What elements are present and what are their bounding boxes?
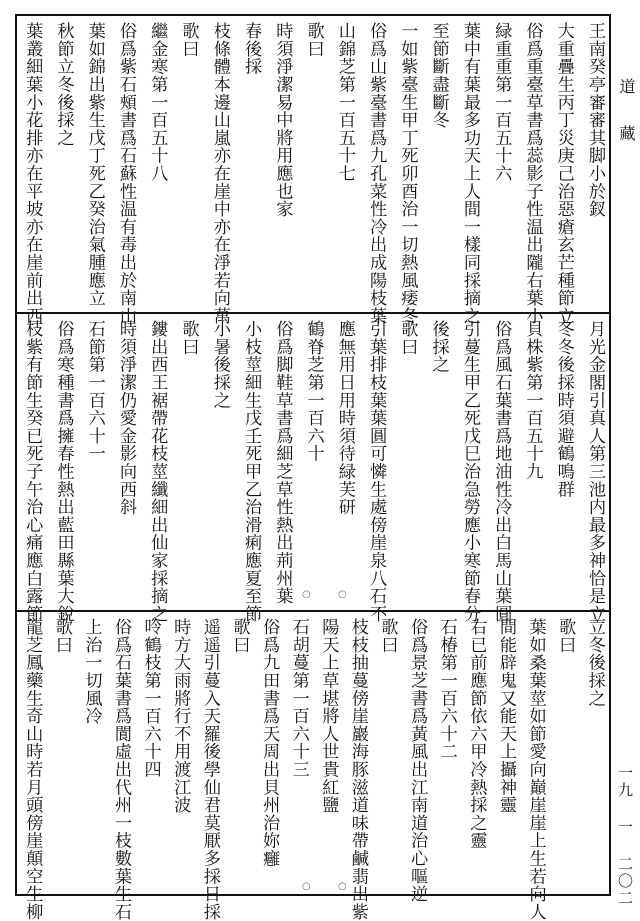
column-group-bottom — [22, 618, 605, 921]
page-number: 一九 一 二〇二 — [616, 765, 634, 907]
circle-marker-icon: ○ — [338, 881, 347, 892]
text-column: 時須淨潔仍愛金影向西斜 — [116, 320, 136, 516]
text-column: 葉如桑葉莖如節愛向巔崖崖上生若向人 — [525, 618, 546, 921]
book-title: 道 藏 — [617, 78, 636, 147]
text-column: 歌曰 — [303, 22, 324, 58]
text-column: 右已前應節依六甲冷熱採之靈 — [466, 618, 487, 850]
text-column: 俗爲風石葉書爲地油性冷出白馬山葉圓 — [491, 320, 512, 623]
text-column: 歌曰 — [178, 320, 199, 356]
text-band-middle — [17, 314, 609, 623]
text-column: 歌曰 — [377, 618, 398, 654]
text-column: 枝條體本邊山嵐亦在崖中亦在淨若向萬 — [209, 22, 230, 325]
text-column: 遥遥引蔓入天羅後學仙君莫厭多採日採 — [199, 618, 220, 921]
text-column: 俗爲景芝書爲黃風出江南道治心嘔逆 — [407, 618, 428, 903]
text-column: 陽天上草堪將人世貴紅鹽 — [318, 618, 339, 814]
text-column: 石胡蔓第一百六十三 — [288, 618, 309, 779]
text-band-bottom — [17, 612, 609, 921]
text-column: 上治一切風冷 — [81, 618, 102, 725]
text-column: 枝紫有節生癸已死子午治心痛應白露節 — [22, 320, 43, 623]
text-column: 鶴脊芝第一百六十 — [303, 320, 324, 463]
text-column: 歌曰 — [178, 22, 199, 58]
text-column: 秋節立冬後採之 — [53, 22, 74, 147]
text-column: 俗爲重臺草書爲蕊影子性温出隴右葉小 — [522, 22, 543, 325]
text-column: 俗爲脚鞋草書爲細芝草性熱出荊州葉 — [272, 320, 293, 605]
text-column: 時須淨潔易中將用應也家 — [272, 22, 293, 218]
text-column: 葉叢細葉小花排亦在平坡亦在崖前出西 — [22, 22, 43, 325]
text-column: 俗爲寒種書爲擁春性熱出藍田縣葉大銳 — [53, 320, 74, 623]
text-column: 繼金寒第一百五十八 — [147, 22, 168, 183]
text-column: 歌曰 — [397, 320, 418, 356]
text-column: 春後採 — [241, 22, 262, 76]
text-column: 時方大雨將行不用渡江波 — [170, 618, 191, 814]
text-column: 立冬後採之 — [584, 618, 605, 707]
text-column: 俗爲紫石頰書爲石蘇性温有毒出於南山 — [116, 22, 136, 325]
text-column: 應無用日用時須待緑芙研 — [334, 320, 355, 516]
text-column: 冬冬後採時須避鶴鳴群 — [553, 320, 574, 498]
text-column: 石椿第一百六十二 — [436, 618, 457, 761]
text-column: 呤鶴枝第一百六十四 — [140, 618, 161, 779]
text-column: 歌曰 — [51, 618, 72, 654]
text-column: 後採之 — [428, 320, 449, 374]
text-column: 葉如錦出紫生戊丁死乙癸治氣腫應立 — [84, 22, 105, 307]
text-column: 小枝莖細生戊壬死甲乙治滑痢應夏至節 — [241, 320, 262, 623]
text-column: 龍芝鳳藥生奇山時若月頭傍崖顛空生柳 — [22, 618, 43, 921]
text-column: 俗爲石葉書爲閬虛出代州一枝數葉生石 — [111, 618, 132, 921]
text-column: 俗爲山紫臺書爲九孔菜性冷出成陽枝葉 — [366, 22, 387, 325]
text-column: 月光金閣引真人第三池内最多神恰是立 — [584, 320, 605, 623]
text-column: 間能辟鬼又能天上攝神靈 — [495, 618, 516, 814]
circle-marker-icon: ○ — [302, 589, 311, 600]
text-column: 緑重重第一百五十六 — [491, 22, 512, 183]
text-column: 俗爲九田書爲天周出貝州治妳癰 — [259, 618, 280, 868]
text-column: 引蔓生甲乙死戊巳治急勞應小寒節春分 — [459, 320, 480, 623]
text-column: 鏤出西王裾帶花枝莖纖細出仙家採摘之 — [147, 320, 168, 623]
text-column: 引葉排枝葉葉圓可憐生處傍崖泉八石不 — [366, 320, 387, 623]
text-column: 一如紫臺生甲丁死卯酉治一切熱風痿冬 — [397, 22, 418, 325]
column-group-middle — [22, 320, 605, 623]
text-column: 山錦芝第一百五十七 — [334, 22, 355, 183]
text-column: 枝枝抽蔓傍崖巖海豚滋道味帶鹹翡出紫 — [347, 618, 368, 921]
text-column: 歌曰 — [555, 618, 576, 654]
text-column: 小暑後採之 — [209, 320, 230, 409]
text-column: 王南癸亭審審其脚小於釵 — [584, 22, 605, 218]
text-column: 至節斷盡斷冬 — [428, 22, 449, 129]
circle-marker-icon: ○ — [338, 589, 347, 600]
circle-marker-icon: ○ — [302, 881, 311, 892]
text-column: 大重疊生丙丁災庚己治惡瘡玄芒種節立 — [553, 22, 574, 325]
column-group-top — [22, 22, 605, 325]
text-column: 石節第一百六十一 — [84, 320, 105, 463]
page-frame — [15, 14, 611, 921]
text-column: 貝株紫第一百五十九 — [522, 320, 543, 481]
text-column: 葉中有葉最多功天上人間一樣同採摘之 — [459, 22, 480, 325]
text-band-top — [17, 16, 609, 325]
text-column: 歌曰 — [229, 618, 250, 654]
